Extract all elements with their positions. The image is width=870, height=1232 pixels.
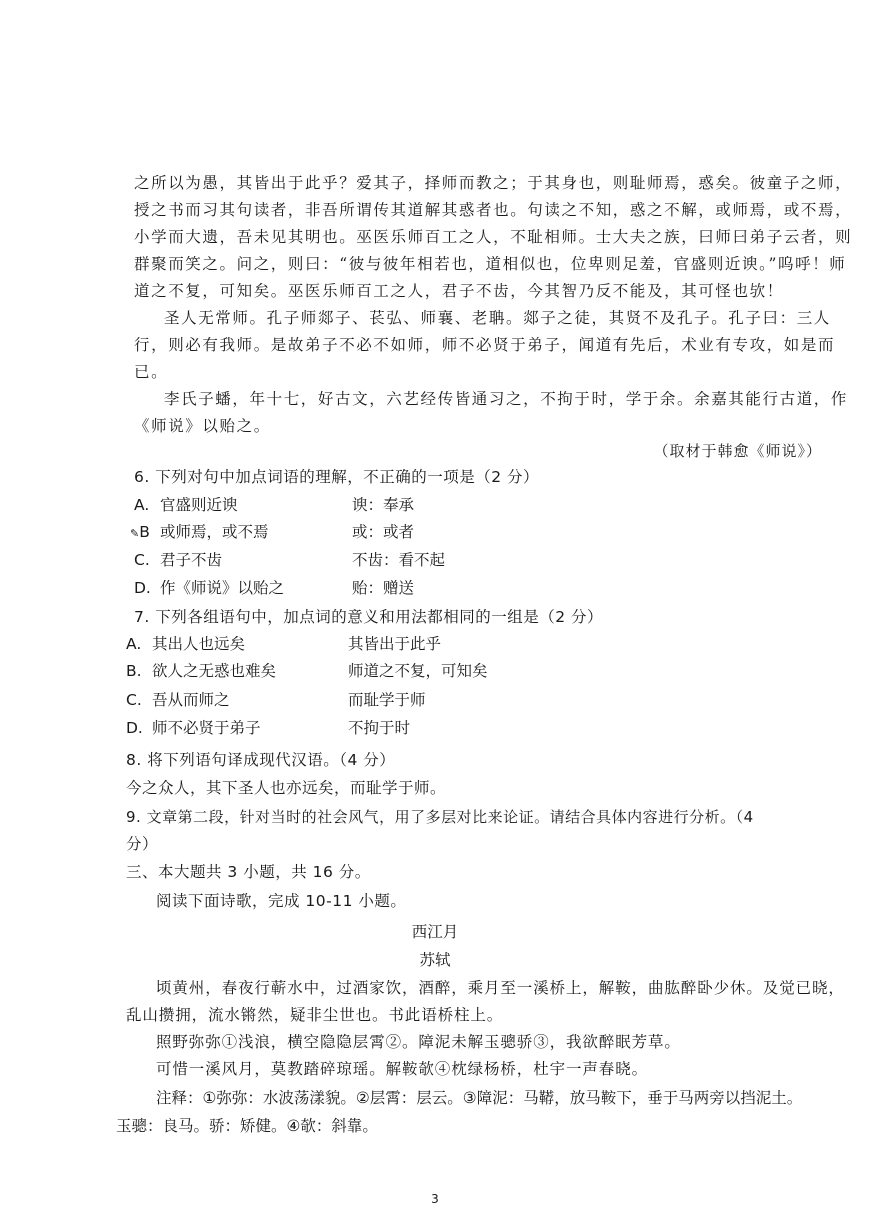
q7-option-letter: A.: [126, 635, 142, 653]
section-heading: 三、本大题共 3 小题，共 16 分。: [126, 863, 371, 881]
poem-author: 苏轼: [419, 951, 451, 969]
question-8-sentence: 今之众人，其下圣人也亦远矣，而耻学于师。: [126, 779, 447, 797]
poem-preface-line: 顷黄州，春夜行蕲水中，过酒家饮，酒醉，乘月至一溪桥上，解鞍，曲肱醉卧少休。及觉已晓，: [156, 979, 845, 997]
passage-line: 《师说》以贻之。: [134, 417, 271, 435]
page-number: 3: [431, 1192, 439, 1206]
passage-line: 李氏子蟠，年十七，好古文，六艺经传皆通习之，不拘于时，学于余。余嘉其能行古道，作: [164, 390, 849, 408]
question-6-stem: 6. 下列对句中加点词语的理解，不正确的一项是（2 分）: [134, 468, 540, 486]
q6-option-gloss: 谀：奉承: [352, 496, 415, 514]
passage-line: 圣人无常师。孔子师郯子、苌弘、师襄、老聃。郯子之徒，其贤不及孔子。孔子曰：三人: [164, 309, 831, 327]
q7-option-pair: 不拘于时: [348, 719, 411, 737]
question-7-stem: 7. 下列各组语句中，加点词的意义和用法都相同的一组是（2 分）: [134, 608, 604, 626]
q7-option-letter: C.: [126, 691, 142, 709]
question-9-line: 分）: [126, 835, 159, 853]
q7-option-pair: 师道之不复，可知矣: [348, 662, 488, 680]
passage-line: 行，则必有我师。是故弟子不必不如师，师不必贤于弟子，闻道有先后，术业有专攻，如是而: [134, 336, 836, 354]
q7-option-text: 其出人也远矣: [152, 635, 246, 653]
q6-option-letter: A.: [134, 496, 150, 514]
passage-line: 小学而大遗，吾未见其明也。巫医乐师百工之人，不耻相师。士大夫之族，曰师曰弟子云者，则: [134, 228, 853, 246]
q7-option-text: 欲人之无惑也难矣: [152, 662, 277, 680]
q7-option-letter: D.: [126, 719, 143, 737]
q6-option-text: 作《师说》以贻之: [160, 579, 285, 597]
poem-title: 西江月: [411, 923, 459, 941]
question-9-line: 9. 文章第二段，针对当时的社会风气，用了多层对比来论证。请结合具体内容进行分析。（4: [126, 808, 754, 826]
q7-option-letter: B.: [126, 662, 142, 680]
q7-option-pair: 而耻学于师: [348, 691, 426, 709]
poem-notes-line: 注释：①弥弥：水波荡漾貌。②层霄：层云。③障泥：马鞯，放马鞍下，垂于马两旁以挡泥土。: [156, 1089, 803, 1107]
passage-line: 之所以为愚，其皆出于此乎？爱其子，择师而教之；于其身也，则耻师焉，惑矣。彼童子之师，: [134, 174, 853, 192]
q6-option-gloss: 或：或者: [352, 523, 415, 541]
section-instruction: 阅读下面诗歌，完成 10-11 小题。: [156, 892, 407, 910]
q6-option-letter: C.: [134, 551, 150, 569]
q7-option-text: 吾从而师之: [152, 691, 230, 709]
passage-line: 群聚而笑之。问之，则曰：“彼与彼年相若也，道相似也，位卑则足羞，官盛则近谀。”呜呼！师: [134, 255, 847, 273]
q6-option-gloss: 贻：赠送: [352, 579, 415, 597]
poem-preface-line: 乱山攒拥，流水锵然，疑非尘世也。书此语桥柱上。: [126, 1006, 504, 1024]
q7-option-pair: 其皆出于此乎: [348, 635, 442, 653]
passage-line: 授之书而习其句读者，非吾所谓传其道解其惑者也。句读之不知，惑之不解，或师焉，或不焉，: [134, 201, 853, 219]
poem-line: 可惜一溪风月，莫教踏碎琼瑶。解鞍欹④枕绿杨桥，杜宇一声春晓。: [156, 1060, 649, 1078]
q7-option-text: 师不必贤于弟子: [152, 719, 261, 737]
q6-option-letter: D.: [134, 579, 151, 597]
q6-option-letter: ✎B: [130, 523, 150, 541]
question-8-stem: 8. 将下列语句译成现代汉语。（4 分）: [126, 751, 396, 769]
poem-notes-line: 玉骢：良马。骄：矫健。④欹：斜靠。: [116, 1117, 378, 1135]
q6-option-gloss: 不齿：看不起: [352, 551, 446, 569]
q6-option-text: 官盛则近谀: [160, 496, 238, 514]
q6-option-text: 君子不齿: [160, 551, 223, 569]
passage-line: 道之不复，可知矣。巫医乐师百工之人，君子不齿，今其智乃反不能及，其可怪也欤！: [134, 282, 784, 300]
poem-line: 照野弥弥①浅浪，横空隐隐层霄②。障泥未解玉骢骄③，我欲醉眠芳草。: [156, 1033, 681, 1051]
passage-source: （取材于韩愈《师说》）: [653, 442, 822, 460]
passage-line: 已。: [134, 363, 169, 381]
q6-option-text: 或师焉，或不焉: [160, 523, 269, 541]
